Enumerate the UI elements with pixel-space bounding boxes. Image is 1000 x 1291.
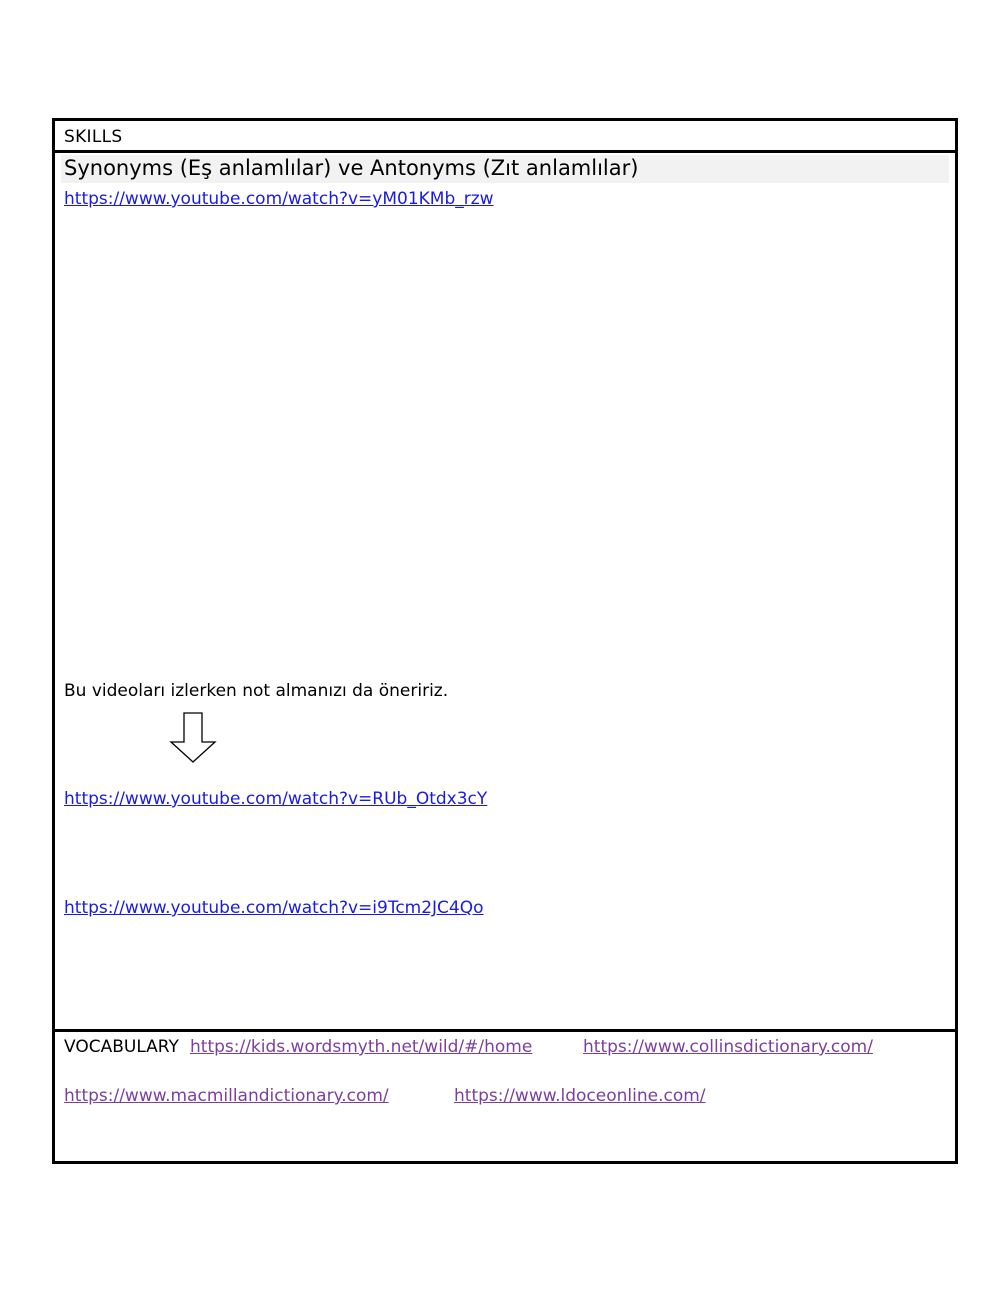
skills-content-cell — [55, 153, 955, 1032]
macmillan-dictionary-link[interactable]: https://www.macmillandictionary.com/ — [64, 1086, 389, 1106]
video-link-2[interactable]: https://www.youtube.com/watch?v=RUb_Otdx3cY — [64, 789, 488, 809]
worksheet-table — [52, 118, 958, 1164]
down-arrow-icon — [169, 712, 217, 764]
section-title: Synonyms (Eş anlamlılar) ve Antonyms (Zıt anlamlılar) — [64, 156, 639, 180]
skills-header-row — [55, 121, 955, 153]
skills-header: SKILLS — [64, 127, 123, 147]
longman-dictionary-link[interactable]: https://www.ldoceonline.com/ — [454, 1086, 706, 1106]
video-link-1[interactable]: https://www.youtube.com/watch?v=yM01KMb_rzw — [64, 189, 494, 209]
note-text: Bu videoları izlerken not almanızı da öneririz. — [64, 681, 449, 701]
vocabulary-label: VOCABULARY — [64, 1037, 179, 1057]
video-link-3[interactable]: https://www.youtube.com/watch?v=i9Tcm2JC4Qo — [64, 898, 484, 918]
vocabulary-cell — [55, 1032, 955, 1161]
collins-dictionary-link[interactable]: https://www.collinsdictionary.com/ — [583, 1037, 873, 1057]
wordsmyth-link[interactable]: https://kids.wordsmyth.net/wild/#/home — [190, 1037, 533, 1057]
